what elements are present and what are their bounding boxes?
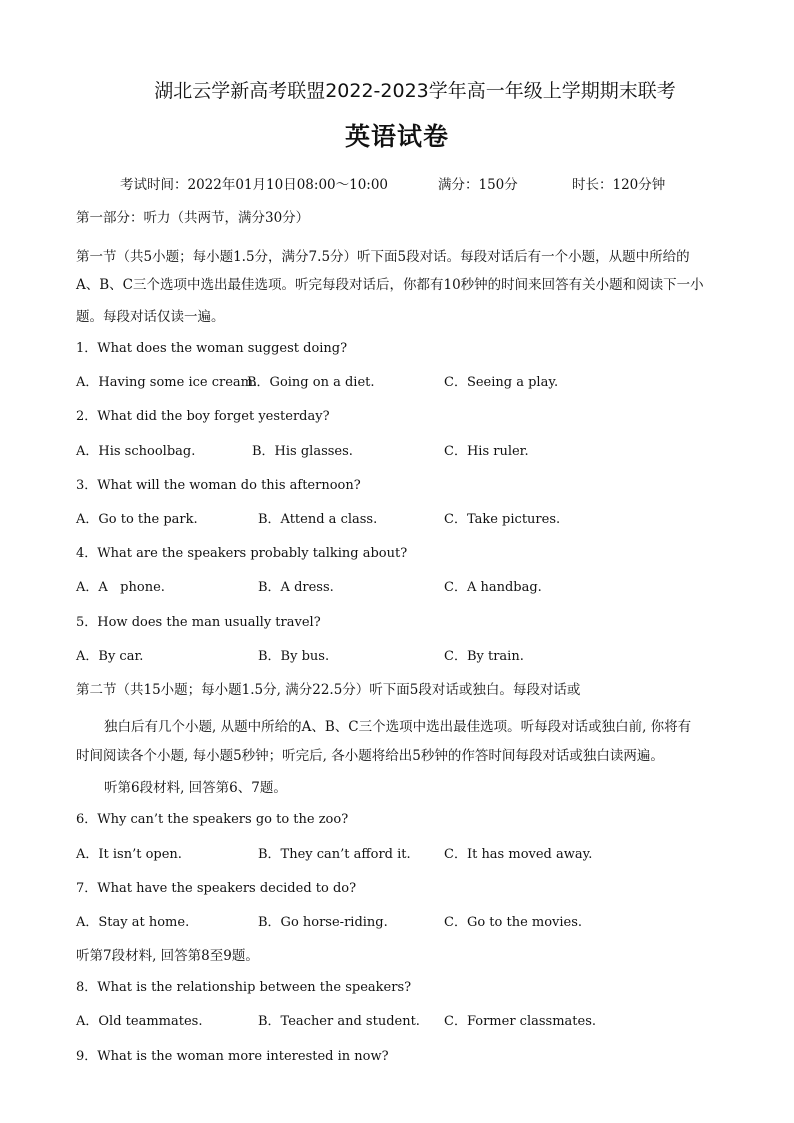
- option-8b: B．Teacher and student.: [258, 1014, 420, 1029]
- question-7: 7．What have the speakers decided to do?: [76, 881, 357, 896]
- option-8a: A．Old teammates.: [76, 1014, 203, 1029]
- option-2b: B．His glasses.: [252, 444, 353, 459]
- duration: 时长：120分钟: [572, 177, 666, 193]
- option-3b: B．Attend a class.: [258, 512, 378, 527]
- option-7a: A．Stay at home.: [76, 915, 190, 930]
- question-6: 6．Why can’t the speakers go to the zoo?: [76, 812, 349, 827]
- question-2: 2．What did the boy forget yesterday?: [76, 409, 330, 424]
- question-5: 5．How does the man usually travel?: [76, 615, 321, 630]
- option-1b: B．Going on a diet.: [247, 375, 375, 390]
- option-5b: B．By bus.: [258, 649, 330, 664]
- question-3: 3．What will the woman do this afternoon?: [76, 478, 361, 493]
- option-2c: C．His ruler.: [444, 444, 529, 459]
- section1-instructions-1: 第一节（共5小题；每小题1.5分，满分7.5分）听下面5段对话。每段对话后有一个小题，从题中所给的: [76, 249, 690, 265]
- exam-subject: 英语试卷: [344, 122, 449, 151]
- option-4a: A．A phone.: [76, 580, 165, 595]
- option-5c: C．By train.: [444, 649, 524, 664]
- question-4: 4．What are the speakers probably talking about?: [76, 546, 408, 561]
- question-1: 1．What does the woman suggest doing?: [76, 341, 348, 356]
- option-6a: A．It isn’t open.: [76, 847, 182, 862]
- option-6b: B．They can’t afford it.: [258, 847, 411, 862]
- option-2a: A．His schoolbag.: [76, 444, 196, 459]
- material-7-note: 听第7段材料, 回答第8至9题。: [76, 948, 259, 964]
- option-1a: A．Having some ice cream.: [76, 375, 258, 390]
- option-5a: A．By car.: [76, 649, 144, 664]
- question-9: 9．What is the woman more interested in now?: [76, 1049, 389, 1064]
- option-4c: C．A handbag.: [444, 580, 542, 595]
- exam-title: 湖北云学新高考联盟2022-2023学年高一年级上学期期末联考: [154, 80, 676, 102]
- part-heading: 第一部分：听力（共两节，满分30分）: [76, 210, 310, 226]
- section2-instructions-1: 第二节（共15小题；每小题1.5分, 满分22.5分）听下面5段对话或独白。每段对话或: [76, 682, 581, 698]
- section1-instructions-3: 题。每段对话仅读一遍。: [76, 309, 225, 325]
- material-6-note: 听第6段材料, 回答第6、7题。: [104, 780, 287, 796]
- question-8: 8．What is the relationship between the speakers?: [76, 980, 412, 995]
- section1-instructions-2: A、B、C三个选项中选出最佳选项。听完每段对话后，你都有10秒钟的时间来回答有关小题和阅读下一小: [76, 277, 704, 293]
- full-score: 满分：150分: [438, 177, 518, 193]
- option-4b: B．A dress.: [258, 580, 334, 595]
- option-8c: C．Former classmates.: [444, 1014, 596, 1029]
- section2-instructions-3: 时间阅读各个小题, 每小题5秒钟；听完后, 各小题将给出5秒钟的作答时间每段对话或独白读两遍。: [76, 748, 664, 764]
- section2-instructions-2: 独白后有几个小题, 从题中所给的A、B、C三个选项中选出最佳选项。听每段对话或独白前, 你将有: [104, 719, 692, 735]
- option-1c: C．Seeing a play.: [444, 375, 559, 390]
- exam-time: 考试时间：2022年01月10日08:00～10:00: [120, 177, 389, 193]
- option-3a: A．Go to the park.: [76, 512, 198, 527]
- option-3c: C．Take pictures.: [444, 512, 561, 527]
- option-6c: C．It has moved away.: [444, 847, 593, 862]
- option-7c: C．Go to the movies.: [444, 915, 583, 930]
- option-7b: B．Go horse-riding.: [258, 915, 388, 930]
